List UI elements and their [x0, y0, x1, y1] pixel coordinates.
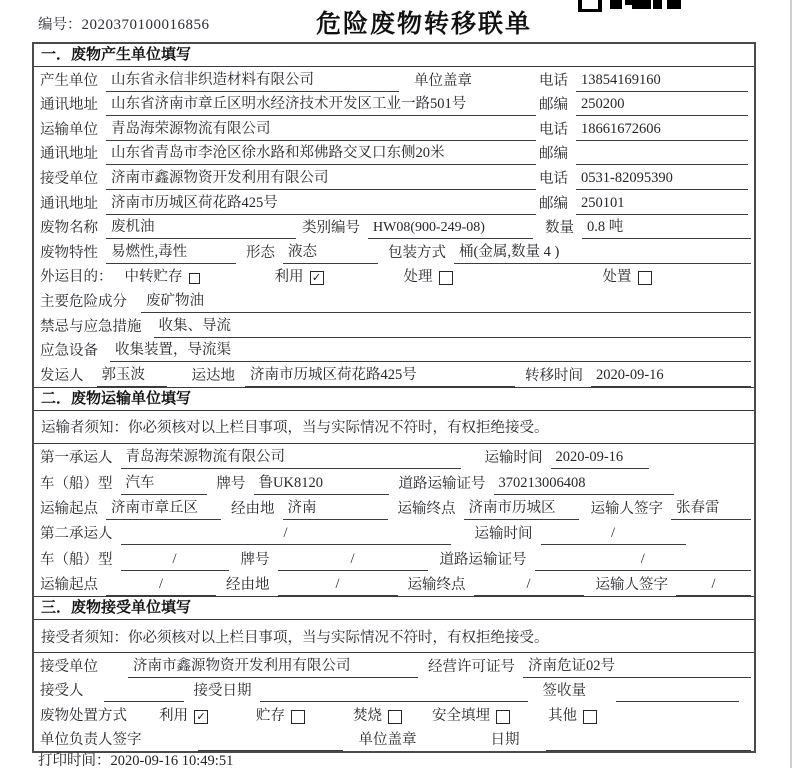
receiver-phone-value: 0531-82095390 [576, 170, 748, 190]
second-carrier-value: / [121, 525, 451, 545]
receiver-address-row [34, 190, 754, 215]
purpose-option-label: 处理 [403, 269, 433, 286]
emergency-equip-row [34, 338, 754, 363]
origin-value: 济南市章丘区 [106, 496, 221, 520]
phone-label: 电话 [539, 72, 568, 89]
producer-phone-value: 13854169160 [576, 72, 748, 92]
accept-unit-label: 接受单位 [40, 658, 98, 675]
plate-label: 牌号 [240, 551, 270, 568]
destination-value: 济南市历城区荷花路425号 [245, 363, 515, 387]
document-header [0, 0, 796, 42]
main-hazard-label: 主要危险成分 [40, 293, 127, 310]
vehicle-type-label: 车（船）型 [40, 551, 113, 568]
serial-value: 2020370100016856 [81, 17, 210, 33]
license-value: 济南危证02号 [523, 654, 751, 678]
via-label: 经由地 [226, 577, 270, 594]
producer-unit-label: 产生单位 [40, 72, 98, 89]
print-time [38, 749, 233, 770]
emergency-equip-value: 收集装置，导流渠 [110, 338, 751, 362]
disposal-method-label: 废物处置方式 [40, 707, 127, 724]
unit-seal-label: 单位盖章 [358, 732, 417, 749]
purpose-option-label: 处置 [602, 269, 632, 286]
terminus-value: / [474, 576, 584, 596]
route-row-2 [34, 571, 754, 596]
second-carrier-label: 第二承运人 [40, 526, 113, 543]
road-permit-label: 道路运输证号 [439, 551, 527, 568]
form-value: 液态 [283, 240, 378, 264]
origin-label: 运输起点 [40, 500, 98, 517]
checkbox-store [291, 710, 305, 724]
transporter-sign-value: / [676, 576, 751, 596]
disposal-option-label: 焚烧 [353, 707, 382, 724]
address-label: 通讯地址 [40, 195, 98, 212]
waste-name-value: 废机油 [106, 215, 296, 239]
receiver-address-value: 济南市历城区荷花路425号 [106, 191, 536, 215]
receiver-postcode-value: 250101 [576, 195, 748, 215]
quantity-value: 0.8 吨 [582, 215, 751, 239]
shipper-row [34, 362, 754, 387]
carrier-address-value: 山东省青岛市李沧区徐水路和郑佛路交叉口东侧20米 [106, 141, 536, 165]
first-carrier-value: 青岛海荣源物流有限公司 [121, 445, 461, 469]
category-label: 类别编号 [302, 220, 360, 237]
transport-time-value: 2020-09-16 [551, 449, 649, 469]
plate-value: / [278, 551, 428, 571]
via-value: 济南 [283, 496, 388, 520]
transfer-time-value: 2020-09-16 [591, 367, 751, 387]
disposal-option-label: 贮存 [256, 707, 285, 724]
via-value: / [278, 576, 398, 596]
checkbox-utilize: ✓ [194, 710, 208, 724]
phone-label: 电话 [539, 170, 568, 187]
disposal-method-row [34, 702, 754, 727]
waste-name-row [34, 215, 754, 240]
carrier-notice: 运输者须知：你必须核对以上栏目事项，当与实际情况不符时，有权拒绝接受。 [34, 411, 754, 444]
purpose-option-label: 中转贮存 [124, 269, 183, 286]
producer-unit-value: 山东省永信非织造材料有限公司 [106, 68, 399, 92]
vehicle-type-label: 车（船）型 [40, 475, 113, 492]
plate-label: 牌号 [216, 475, 246, 492]
waste-character-row [34, 239, 754, 264]
date-value [546, 748, 752, 751]
print-time-label: 打印时间： [38, 753, 111, 769]
transport-time-label: 运输时间 [484, 450, 543, 467]
vehicle-type-value: 汽车 [121, 471, 207, 495]
postcode-label: 邮编 [539, 97, 568, 114]
first-carrier-label: 第一承运人 [40, 450, 113, 467]
serial-label: 编号： [38, 17, 82, 33]
receipt-amount-label: 签收量 [542, 683, 586, 700]
taboo-measures-value: 收集、导流 [154, 314, 752, 338]
transporter-sign-label: 运输人签字 [590, 500, 663, 517]
purpose-option-label: 利用 [274, 269, 304, 286]
terminus-label: 运输终点 [407, 577, 466, 594]
accept-person-row [34, 678, 754, 703]
category-value: HW08(900-249-08) [368, 220, 533, 239]
waste-character-value: 易燃性,毒性 [106, 240, 236, 264]
taboo-measures-row [34, 313, 754, 338]
main-hazard-row [34, 288, 754, 313]
transfer-purpose-label: 外运目的： [40, 269, 113, 286]
section-2-header: 二．废物运输单位填写 [34, 387, 754, 411]
print-time-value: 2020-09-16 10:49:51 [110, 753, 234, 769]
transfer-purpose-row [34, 264, 754, 289]
packing-label: 包装方式 [388, 244, 446, 261]
section-3-header: 三．废物接受单位填写 [34, 596, 754, 620]
carrier-unit-label: 运输单位 [40, 121, 98, 138]
road-permit-value: / [535, 551, 752, 571]
producer-address-value: 山东省济南市章丘区明水经济技术开发区工业一路501号 [106, 92, 536, 116]
route-row-1 [34, 495, 754, 520]
transport-time-value: / [541, 525, 686, 545]
terminus-value: 济南市历城区 [464, 496, 579, 520]
disposal-option-label: 安全填埋 [432, 707, 490, 724]
receiver-unit-value: 济南市鑫源物资开发利用有限公司 [106, 166, 536, 190]
destination-label: 运达地 [191, 367, 235, 384]
date-label: 日期 [490, 732, 520, 749]
first-carrier-row [34, 444, 754, 469]
checkbox-dispose [638, 271, 652, 285]
via-label: 经由地 [231, 500, 275, 517]
address-label: 通讯地址 [40, 97, 98, 114]
license-label: 经营许可证号 [428, 658, 515, 675]
carrier-address-row [34, 141, 754, 166]
responsible-sign-label: 单位负责人签字 [40, 732, 142, 749]
receiver-unit-label: 接受单位 [40, 170, 98, 187]
taboo-measures-label: 禁忌与应急措施 [40, 318, 142, 335]
phone-label: 电话 [539, 121, 568, 138]
transporter-sign-value: 张春雷 [671, 496, 751, 520]
transfer-time-label: 转移时间 [525, 367, 583, 384]
terminus-label: 运输终点 [397, 500, 456, 517]
main-hazard-value: 废矿物油 [141, 289, 751, 313]
form-label: 形态 [246, 244, 275, 261]
origin-value: / [106, 576, 216, 596]
packing-value: 桶(金属,数量 4 ) [454, 240, 751, 264]
disposal-option-label: 利用 [159, 707, 188, 724]
second-carrier-row [34, 520, 754, 545]
quantity-label: 数量 [545, 220, 574, 237]
carrier-unit-value: 青岛海荣源物流有限公司 [106, 117, 536, 141]
transporter-sign-label: 运输人签字 [595, 577, 668, 594]
road-permit-label: 道路运输证号 [398, 475, 486, 492]
responsible-sign-row [34, 727, 754, 752]
origin-label: 运输起点 [40, 577, 98, 594]
road-permit-value: 370213006408 [494, 475, 674, 495]
accept-unit-value: 济南市鑫源物资开发利用有限公司 [128, 654, 418, 678]
checkbox-landfill [496, 710, 510, 724]
shipper-value: 郭玉波 [97, 363, 167, 387]
receiver-unit-row [34, 165, 754, 190]
page-edge-line [790, 0, 792, 768]
vehicle-type-value: / [121, 551, 229, 571]
disposal-option-label: 其他 [548, 707, 577, 724]
producer-unit-row [34, 67, 754, 92]
manifest-table [32, 42, 756, 753]
carrier-unit-row [34, 116, 754, 141]
accept-unit-row [34, 653, 754, 678]
checkbox-transit-storage [189, 273, 200, 284]
checkbox-other [583, 710, 597, 724]
waste-name-label: 废物名称 [40, 220, 98, 237]
unit-seal-label: 单位盖章 [414, 72, 472, 89]
waste-character-label: 废物特性 [40, 244, 98, 261]
plate-value: 鲁UK8120 [254, 471, 389, 495]
accept-date-label: 接受日期 [193, 683, 252, 700]
accept-person-label: 接受人 [40, 683, 84, 700]
vehicle-row-2 [34, 545, 754, 570]
section-1-header: 一．废物产生单位填写 [34, 44, 754, 67]
carrier-phone-value: 18661672606 [576, 121, 748, 141]
producer-postcode-value: 250200 [576, 96, 748, 116]
checkbox-utilize: ✓ [310, 271, 324, 285]
qr-code-fragment [578, 0, 681, 9]
address-label: 通讯地址 [40, 146, 98, 163]
checkbox-incinerate [388, 710, 402, 724]
transport-time-label: 运输时间 [474, 526, 533, 543]
receiver-notice: 接受者须知：你必须核对以上栏目事项，当与实际情况不符时，有权拒绝接受。 [34, 620, 754, 653]
checkbox-treat [439, 271, 453, 285]
producer-address-row [34, 92, 754, 117]
postcode-label: 邮编 [539, 195, 568, 212]
vehicle-row-1 [34, 469, 754, 494]
shipper-label: 发运人 [40, 367, 84, 384]
page-title: 危险废物转移联单 [315, 11, 532, 38]
postcode-label: 邮编 [539, 146, 568, 163]
emergency-equip-label: 应急设备 [40, 343, 98, 360]
